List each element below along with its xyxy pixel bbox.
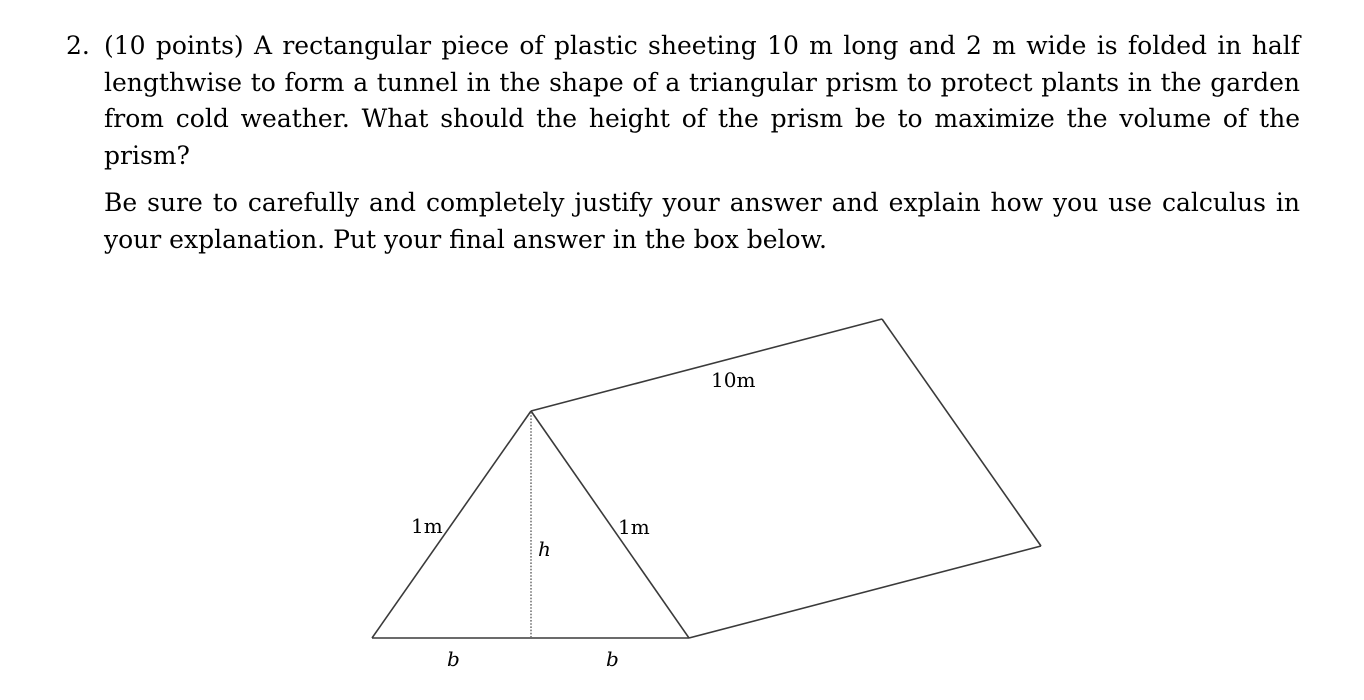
front-left-edge (372, 411, 531, 638)
left-base-label: b (447, 647, 460, 671)
right-slant-label: 1m (618, 515, 650, 539)
ridge-edge (531, 319, 882, 411)
back-right-edge (882, 319, 1041, 546)
left-slant-label: 1m (411, 514, 443, 538)
problem-instructions: Be sure to carefully and completely justify your answer and explain how you use calculus in your explanation. Put your final answer in the box below. (104, 188, 1300, 254)
bottom-right-edge (689, 546, 1041, 638)
height-label: h (538, 537, 551, 561)
right-base-label: b (606, 647, 619, 671)
problem-statement: (10 points) A rectangular piece of plastic sheeting 10 m long and 2 m wide is folded in half lengthwise to form a tunnel in the shape of a triangular prism to protect plants in the garden from cold weather. What should the height of the prism be to maximize the volume of the prism? (104, 31, 1300, 170)
problem-number: 2. (66, 31, 90, 60)
front-right-edge (531, 411, 689, 638)
length-label: 10m (711, 368, 756, 392)
